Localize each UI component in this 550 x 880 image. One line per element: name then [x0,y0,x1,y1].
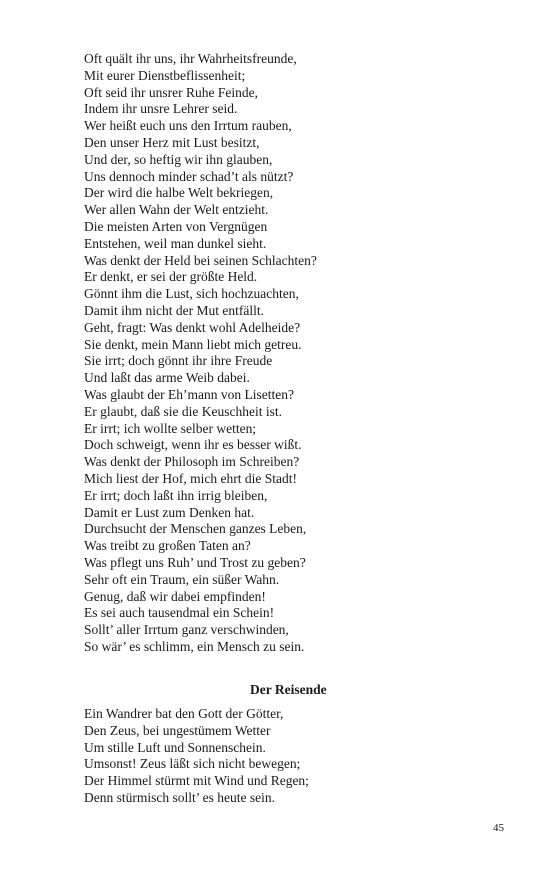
poem-line: Entstehen, weil man dunkel sieht. [84,235,267,251]
poem-body-second [84,706,484,807]
poem-line: Um stille Luft und Sonnenschein. [84,739,266,755]
poem-title: Der Reisende [250,682,327,697]
poem-line: Gönnt ihm die Lust, sich hochzuachten, [84,286,299,302]
poem-line: Er glaubt, daß sie die Keuschheit ist. [84,403,282,419]
poem-line: Den Zeus, bei ungestümem Wetter [84,722,271,738]
poem-line: Wer heißt euch uns den Irrtum rauben, [84,118,292,134]
poem-line: Sollt’ aller Irrtum ganz verschwinden, [84,622,289,638]
poem-line: Denn stürmisch sollt’ es heute sein. [84,789,275,805]
poem-line: Und laßt das arme Weib dabei. [84,370,250,386]
poem-line: Geht, fragt: Was denkt wohl Adelheide? [84,319,301,335]
poem-line: Genug, daß wir dabei empfinden! [84,588,266,604]
poem-line: Damit ihm nicht der Mut entfällt. [84,302,264,318]
poem-line: Damit er Lust zum Denken hat. [84,504,255,520]
poem-line: Was denkt der Philosoph im Schreiben? [84,454,300,470]
poem-line: So wär’ es schlimm, ein Mensch zu sein. [84,638,305,654]
poem-line: Der Himmel stürmt mit Wind und Regen; [84,773,309,789]
poem-line: Sie irrt; doch gönnt ihr ihre Freude [84,353,273,369]
poem-line: Es sei auch tausendmal ein Schein! [84,605,275,621]
poem-line: Mit eurer Dienstbeflissenheit; [84,67,246,83]
poem-line: Er irrt; ich wollte selber wetten; [84,420,257,436]
poem-line: Was denkt der Held bei seinen Schlachten? [84,252,317,268]
poem-line: Wer allen Wahn der Welt entzieht. [84,202,269,218]
poem-line: Ein Wandrer bat den Gott der Götter, [84,706,284,721]
poem-line: Mich liest der Hof, mich ehrt die Stadt! [84,470,297,486]
poem-line: Uns dennoch minder schad’t als nützt? [84,168,294,184]
poem-line: Der wird die halbe Welt bekriegen, [84,185,274,201]
poem-line: Oft quält ihr uns, ihr Wahrheitsfreunde, [84,51,297,66]
poem-line: Die meisten Arten von Vergnügen [84,218,268,234]
poem-body [84,51,484,656]
poem-line: Sie denkt, mein Mann liebt mich getreu. [84,336,302,352]
poem-line: Was pflegt uns Ruh’ und Trost zu geben? [84,554,306,570]
poem-line: Umsonst! Zeus läßt sich nicht bewegen; [84,756,301,772]
poem-line: Was glaubt der Eh’mann von Lisetten? [84,386,294,402]
poem-line: Er irrt; doch laßt ihn irrig bleiben, [84,487,268,503]
poem-line: Und der, so heftig wir ihn glauben, [84,151,273,167]
poem-line: Sehr oft ein Traum, ein süßer Wahn. [84,571,280,587]
poem-line: Er denkt, er sei der größte Held. [84,269,258,285]
poem-line: Oft seid ihr unsrer Ruhe Feinde, [84,84,258,100]
poem-line: Indem ihr unsre Lehrer seid. [84,101,238,117]
poem-line: Doch schweigt, wenn ihr es besser wißt. [84,437,302,453]
poem-line: Den unser Herz mit Lust besitzt, [84,134,260,150]
poem-line: Was treibt zu großen Taten an? [84,538,251,554]
poem-line: Durchsucht der Menschen ganzes Leben, [84,521,307,537]
page-number: 45 [493,822,504,834]
